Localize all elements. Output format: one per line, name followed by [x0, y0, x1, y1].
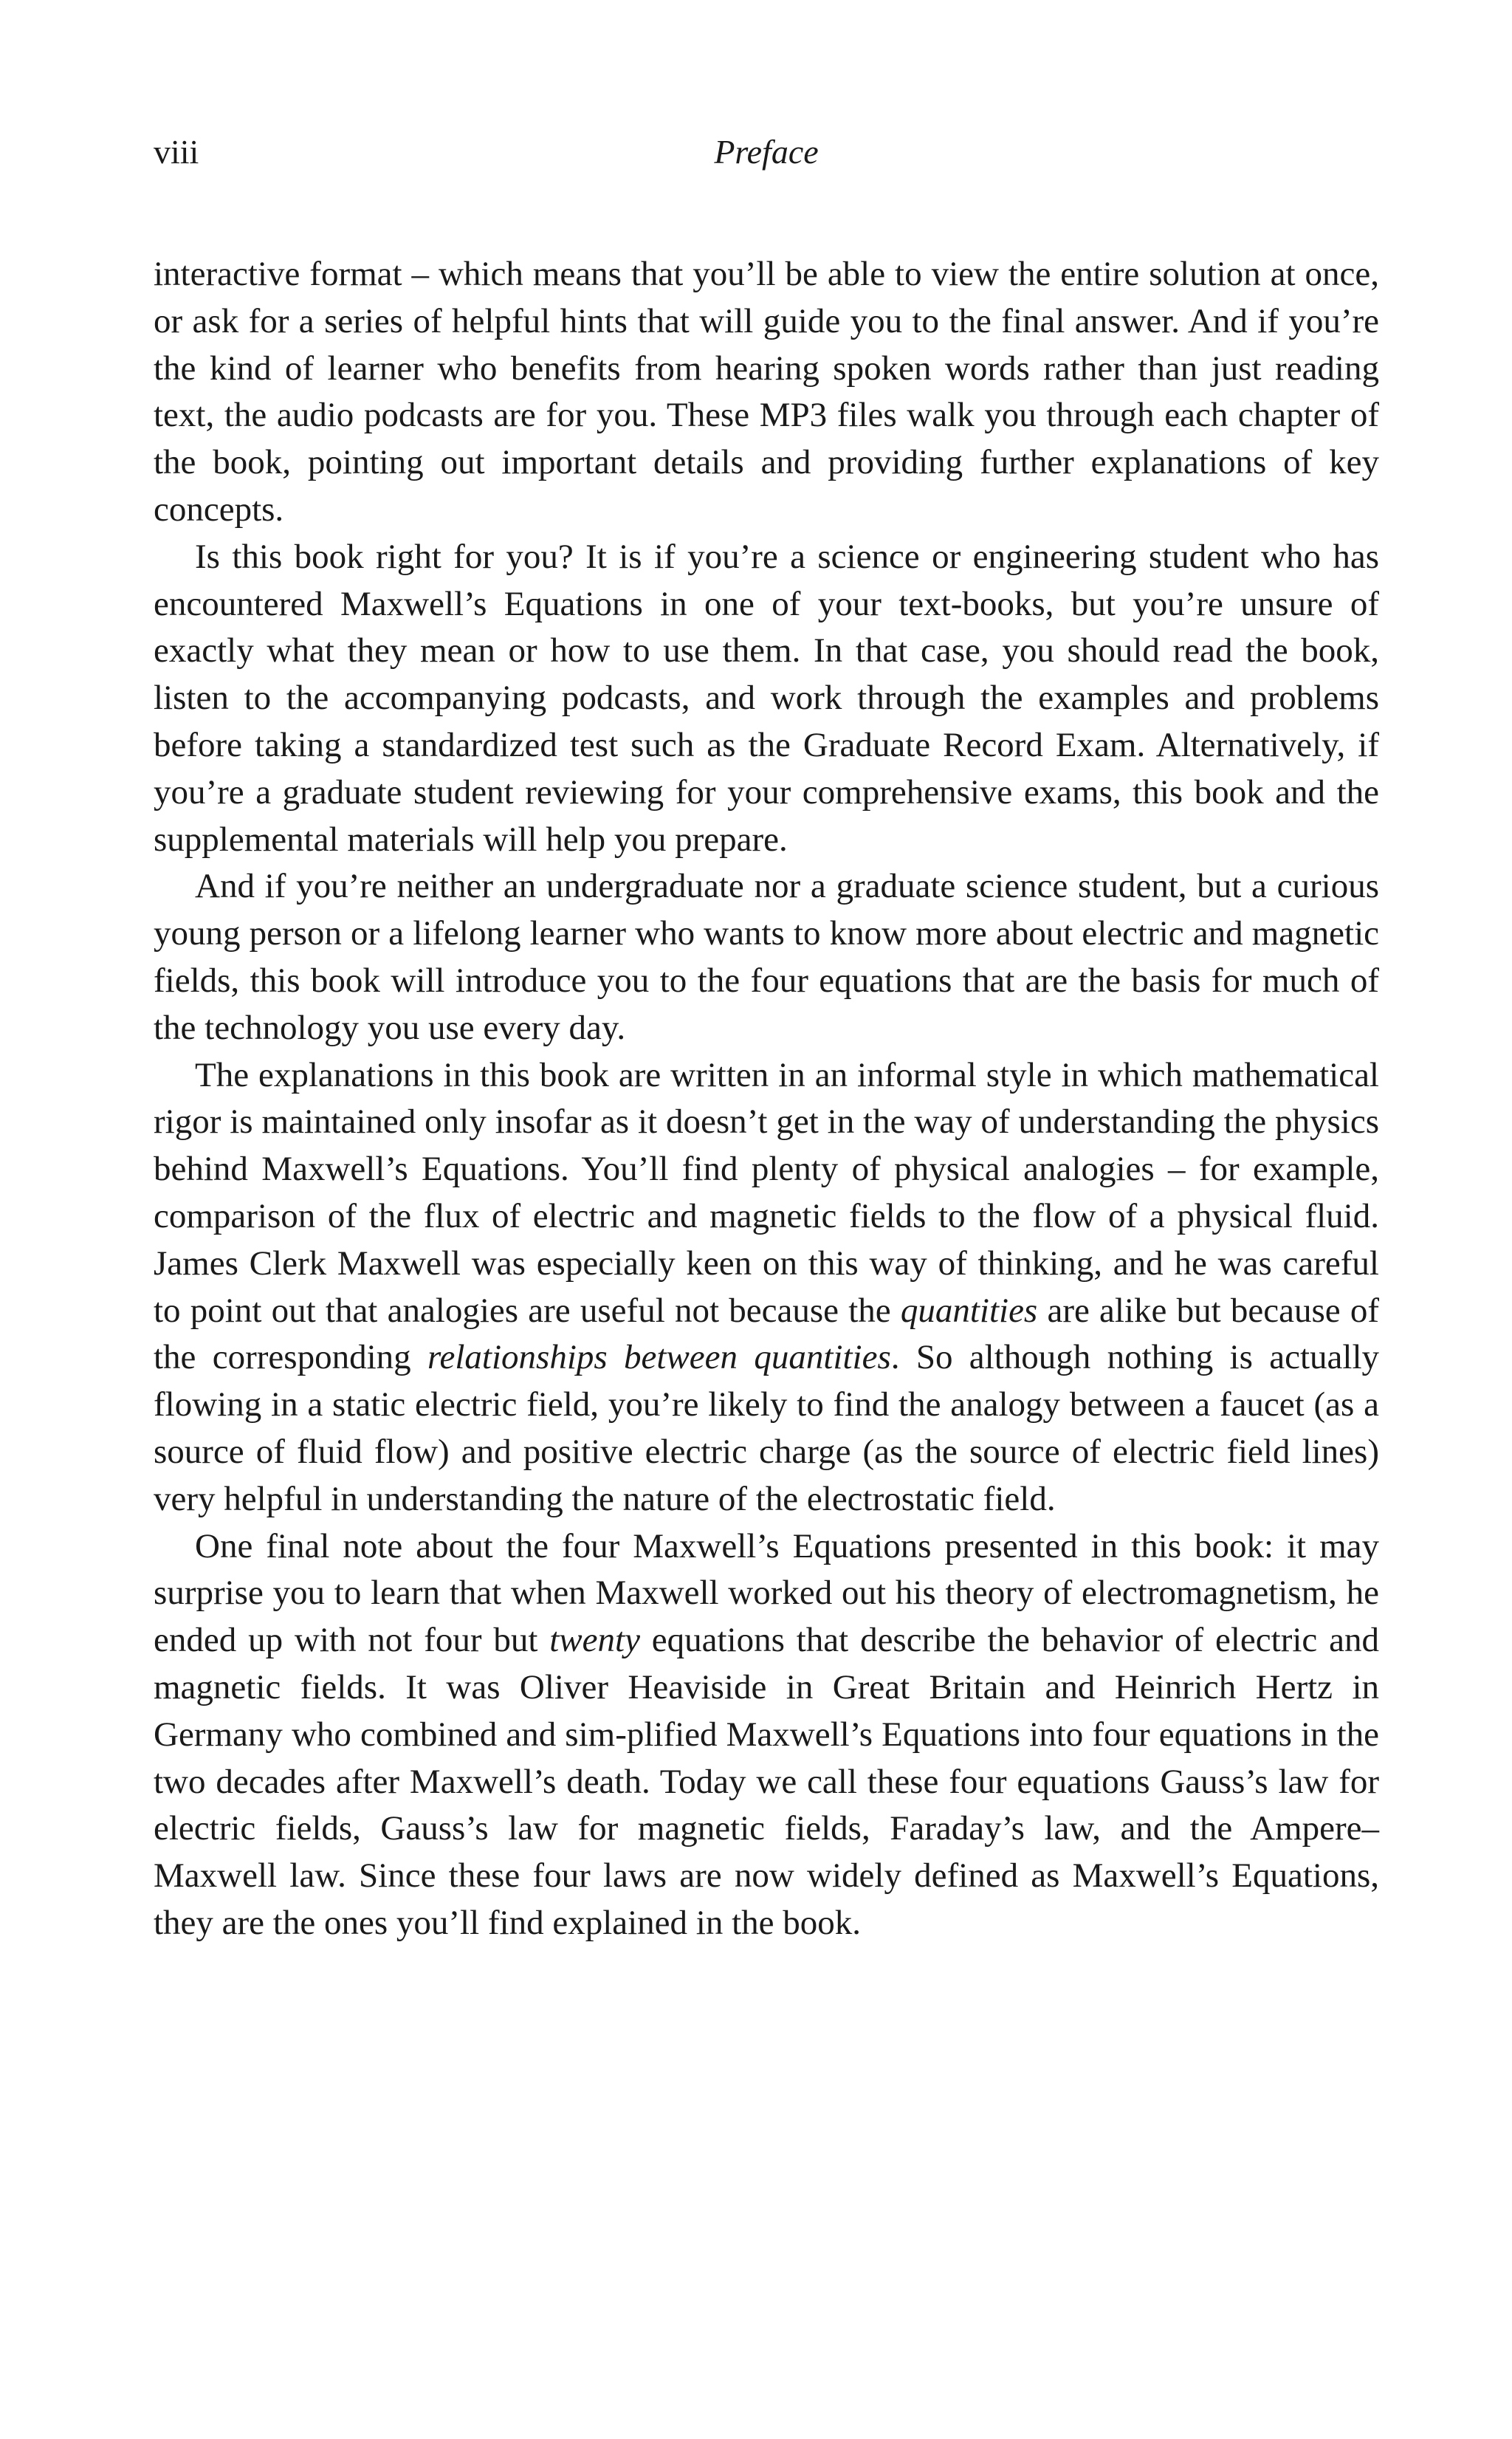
- page-number: viii: [154, 133, 199, 171]
- running-title: Preface: [714, 133, 819, 171]
- emphasis-twenty: twenty: [549, 1621, 640, 1660]
- paragraph-final-note: [154, 1523, 1379, 1947]
- paragraph-explanations: [154, 1052, 1379, 1523]
- emphasis-quantities: quantities: [900, 1291, 1038, 1330]
- paragraph-general-reader: And if you’re neither an undergraduate nor a graduate science student, but a curious young person or a lifelong learner who wants to know more about electric and magnetic fields, this book will introduce you to the four equations that are the basis for much of the technology you use every day.: [154, 867, 1379, 1047]
- text-run: The explanations in this book are written in an informal style in which mathematical rigor is maintained only insofar as it doesn’t get in the way of understanding the physics behind Maxwell’s Equations. You’ll find plenty of physical analogies – for example, comparison of the flux of electric and magnetic fields to the flow of a physical fluid. James Clerk Maxwell was especially keen on this way of thinking, and he was careful to point out that analogies are useful not because the: [154, 1055, 1379, 1330]
- text-run: One final note about the four Maxwell’s Equations presented in this book: it may surprise you to learn that when Maxwell worked out his theory of electromagnetism, he ended up with not four but: [154, 1526, 1379, 1660]
- text-run: equations that describe the behavior of electric and magnetic fields. It was Oliver Heaviside in Great Britain and Heinrich Hertz in Germany who combined and sim-plified Maxwell’s Equations into four equations in the two decades after Maxwell’s death. Today we call these four equations Gauss’s law for electric fields, Gauss’s law for magnetic fields, Faraday’s law, and the Ampere–Maxwell law. Since these four laws are now widely defined as Maxwell’s Equations, they are the ones you’ll find explained in the book.: [154, 1621, 1379, 1942]
- emphasis-relationships: relationships between quantities: [427, 1338, 891, 1377]
- running-head: [154, 130, 1379, 174]
- paragraph-audience: Is this book right for you? It is if you’re a science or engineering student who has encountered Maxwell’s Equations in one of your text-books, but you’re unsure of exactly what they mean or how to use them. In that case, you should read the book, listen to the accompanying podcasts, and work through the examples and problems before taking a standardized test such as the Graduate Record Exam. Alternatively, if you’re a graduate student reviewing for your comprehensive exams, this book and the supplemental materials will help you prepare.: [154, 537, 1379, 859]
- text-run: . So although nothing is actually flowing in a static electric field, you’re likely to find the analogy between a faucet (as a source of fluid flow) and positive electric charge (as the source of electric field lines) very helpful in understanding the nature of the electrostatic field.: [154, 1338, 1379, 1518]
- body-text: [154, 251, 1379, 1947]
- paragraph-continuation: interactive format – which means that you’ll be able to view the entire solution at once, or ask for a series of helpful hints that will guide you to the final answer. And if you’re the kind of learner who benefits from hearing spoken words rather than just reading text, the audio podcasts are for you. These MP3 files walk you through each chapter of the book, pointing out important details and providing further explanations of key concepts.: [154, 255, 1379, 529]
- text-run: are alike but because of the corresponding: [154, 1291, 1379, 1377]
